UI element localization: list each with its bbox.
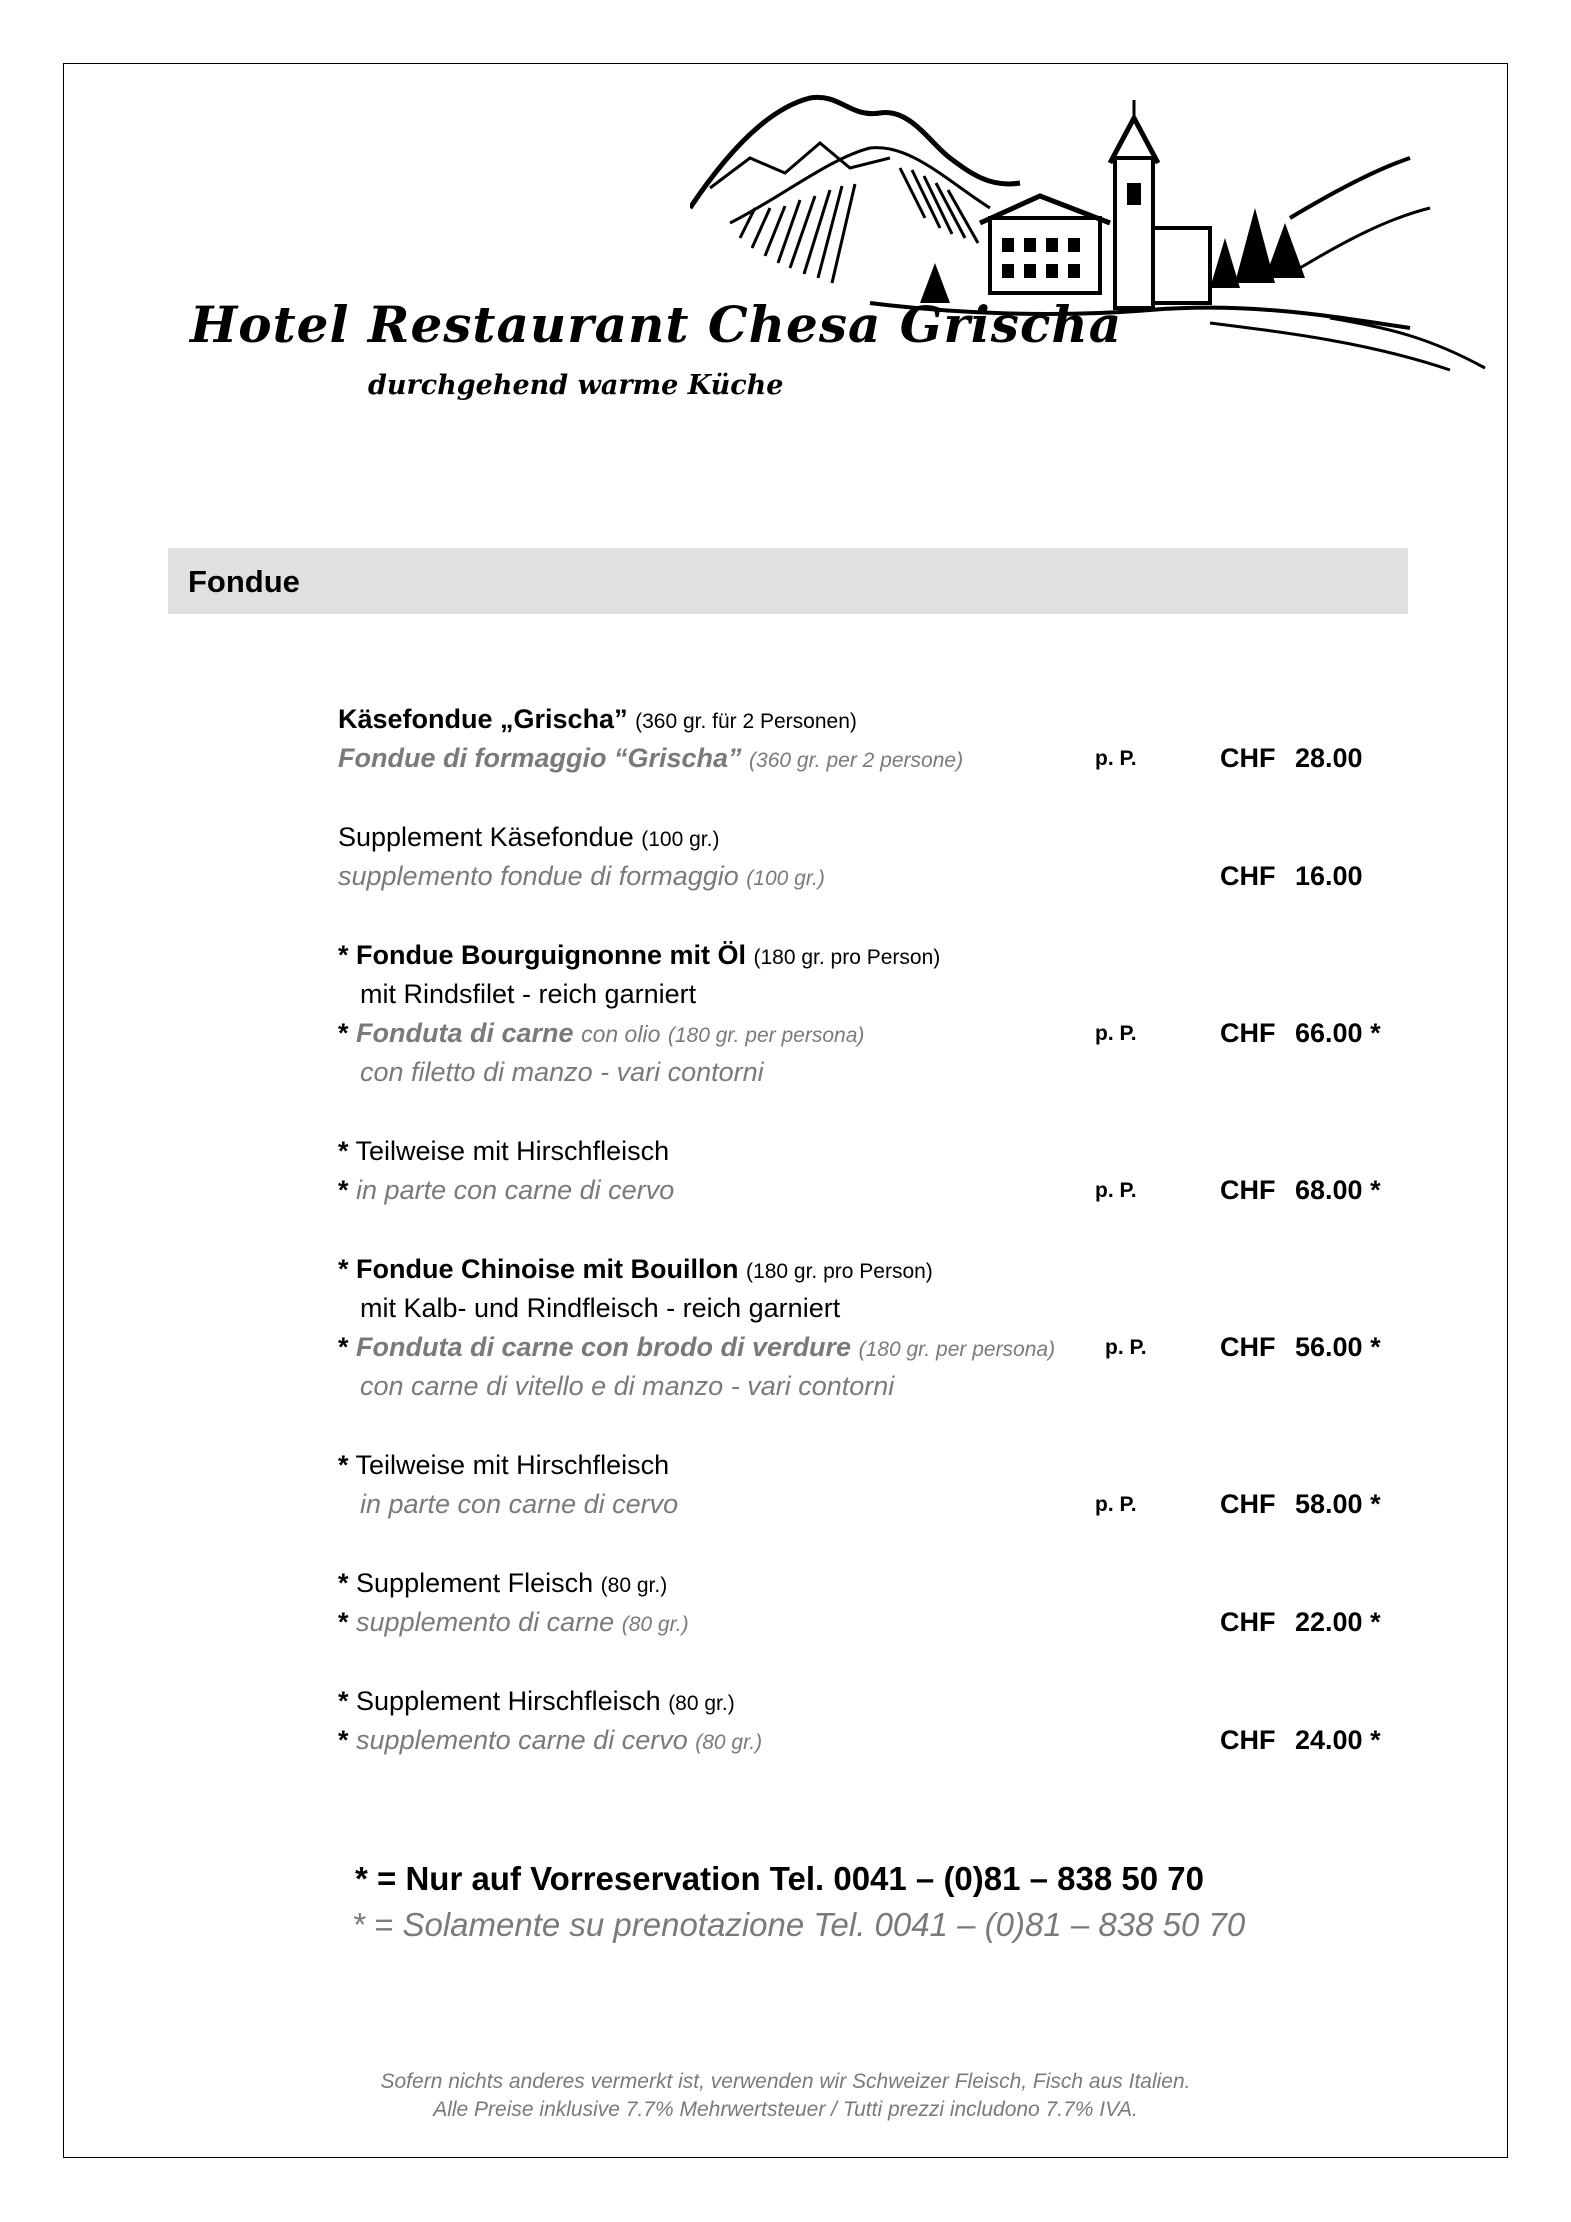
dish-name: Supplement Fleisch <box>356 1568 594 1598</box>
item-desc-de <box>338 975 1408 1014</box>
item-name-it <box>338 739 1408 778</box>
per-person-label: p. P. <box>1095 1022 1137 1045</box>
item-name-de <box>338 936 1408 975</box>
dish-name: Supplement Käsefondue <box>338 822 634 852</box>
per-person-label: p. P. <box>1095 747 1137 770</box>
portion-info: (360 gr. für 2 Personen) <box>635 710 857 733</box>
currency-label: CHF <box>1220 743 1276 773</box>
per-person-label: p. P. <box>1095 1493 1137 1516</box>
portion-info-it: (180 gr. per persona) <box>858 1338 1056 1361</box>
item-name-it <box>338 1014 1408 1053</box>
item-name-de <box>338 700 1408 739</box>
menu-item <box>338 1682 1408 1760</box>
portion-info: (100 gr.) <box>641 828 720 851</box>
dish-name-it: supplemento fondue di formaggio <box>338 861 739 891</box>
reservation-note-de: * = Nur auf Vorreservation Tel. 0041 – (0)81 – 838 50 70 <box>355 1860 1204 1897</box>
menu-item <box>338 1446 1408 1524</box>
item-name-de <box>338 1132 1408 1171</box>
portion-info-it: (360 gr. per 2 persone) <box>749 749 964 772</box>
item-name-de <box>338 1250 1408 1289</box>
dish-name: Fondue Bourguignonne mit Öl <box>356 940 746 970</box>
currency-label: CHF <box>1220 861 1276 891</box>
dish-description-it: con carne di vitello e di manzo - vari contorni <box>360 1371 895 1401</box>
dish-name-it: in parte con carne di cervo <box>356 1175 675 1205</box>
price: 56.00 * <box>1295 1332 1381 1362</box>
item-name-it <box>338 1171 1408 1210</box>
menu-item <box>338 1132 1408 1210</box>
dish-name-it: in parte con carne di cervo <box>360 1489 679 1519</box>
dish-description: mit Kalb- und Rindfleisch - reich garniert <box>360 1293 841 1323</box>
item-desc-de <box>338 1289 1408 1328</box>
currency-label: CHF <box>1220 1175 1276 1205</box>
dish-name-it: Fonduta di carne con brodo di verdure <box>356 1332 852 1362</box>
dish-name: Fondue Chinoise mit Bouillon <box>356 1254 739 1284</box>
dish-name-it: Fonduta di carne <box>356 1018 574 1048</box>
item-desc-it <box>338 1367 1408 1406</box>
item-name-it <box>338 1603 1408 1642</box>
currency-label: CHF <box>1220 1018 1276 1048</box>
portion-info-it: (100 gr.) <box>746 867 825 890</box>
hotel-name-logo: Hotel Restaurant Chesa Grischa <box>190 295 1123 354</box>
reservation-marker: * <box>338 1254 349 1284</box>
reservation-note-it: * = Solamente su prenotazione Tel. 0041 – (0)81 – 838 50 70 <box>352 1906 1246 1943</box>
portion-info: (80 gr.) <box>668 1692 735 1715</box>
price: 28.00 <box>1295 743 1363 773</box>
portion-info: (180 gr. pro Person) <box>753 946 941 969</box>
dish-description-it: con filetto di manzo - vari contorni <box>360 1057 764 1087</box>
reservation-marker: * <box>338 1450 349 1480</box>
item-name-de <box>338 1564 1408 1603</box>
dish-name: Käsefondue „Grischa” <box>338 704 628 734</box>
per-person-label: p. P. <box>1095 1179 1137 1202</box>
item-name-de <box>338 818 1408 857</box>
price: 24.00 * <box>1295 1725 1381 1755</box>
portion-info-it: (80 gr.) <box>621 1613 689 1636</box>
currency-label: CHF <box>1220 1607 1276 1637</box>
price: 16.00 <box>1295 861 1363 891</box>
section-title: Fondue <box>188 564 300 599</box>
reservation-marker: * <box>338 1018 349 1048</box>
reservation-marker: * <box>338 1686 349 1716</box>
meat-origin-note: Sofern nichts anderes vermerkt ist, verwenden wir Schweizer Fleisch, Fisch aus Italien. <box>380 2070 1191 2093</box>
menu-item <box>338 1564 1408 1642</box>
reservation-marker: * <box>338 1175 349 1205</box>
dish-name: Supplement Hirschfleisch <box>356 1686 661 1716</box>
currency-label: CHF <box>1220 1332 1276 1362</box>
reservation-marker: * <box>338 1725 349 1755</box>
portion-info: (180 gr. pro Person) <box>746 1260 933 1283</box>
currency-label: CHF <box>1220 1725 1276 1755</box>
currency-label: CHF <box>1220 1489 1276 1519</box>
item-name-it <box>338 1721 1408 1760</box>
dish-name-it: supplemento di carne <box>356 1607 615 1637</box>
dish-name-it: Fondue di formaggio “Grischa” <box>338 743 742 773</box>
item-name-it <box>338 1328 1408 1367</box>
reservation-marker: * <box>338 940 349 970</box>
portion-info-it: (180 gr. per persona) <box>667 1024 865 1047</box>
item-name-de <box>338 1682 1408 1721</box>
item-name-it <box>338 1485 1408 1524</box>
item-desc-it <box>338 1053 1408 1092</box>
menu-item <box>338 818 1408 896</box>
reservation-marker: * <box>338 1607 349 1637</box>
dish-name: Teilweise mit Hirschfleisch <box>355 1136 670 1166</box>
portion-info-it: (80 gr.) <box>695 1731 763 1754</box>
menu-list <box>338 700 1408 1800</box>
menu-item <box>338 936 1408 1092</box>
menu-item <box>338 700 1408 778</box>
reservation-marker: * <box>338 1332 349 1362</box>
item-name-it <box>338 857 1408 896</box>
dish-name-it: supplemento carne di cervo <box>356 1725 688 1755</box>
reservation-marker: * <box>338 1136 349 1166</box>
item-name-de <box>338 1446 1408 1485</box>
price: 66.00 * <box>1295 1018 1381 1048</box>
price: 22.00 * <box>1295 1607 1381 1637</box>
hotel-subtitle: durchgehend warme Küche <box>368 370 784 401</box>
dish-name-extra-it: con olio <box>581 1021 661 1047</box>
dish-name: Teilweise mit Hirschfleisch <box>355 1450 670 1480</box>
section-header <box>168 548 1408 614</box>
price: 68.00 * <box>1295 1175 1381 1205</box>
portion-info: (80 gr.) <box>600 1574 668 1597</box>
price: 58.00 * <box>1295 1489 1381 1519</box>
dish-description: mit Rindsfilet - reich garniert <box>360 979 697 1009</box>
menu-item <box>338 1250 1408 1406</box>
per-person-label: p. P. <box>1105 1336 1147 1359</box>
reservation-marker: * <box>338 1568 349 1598</box>
vat-note: Alle Preise inklusive 7.7% Mehrwertsteuer / Tutti prezzi includono 7.7% IVA. <box>433 2098 1138 2121</box>
